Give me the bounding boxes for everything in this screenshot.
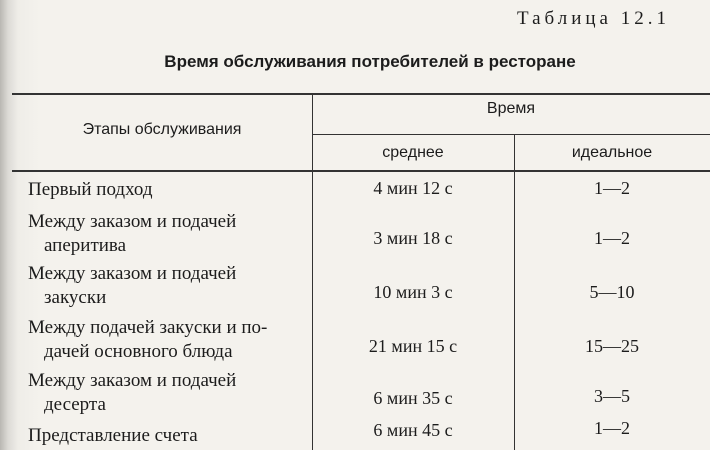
row-1-average: 4 мин 12 с — [373, 178, 453, 198]
row-3-stage-line-2: закуски — [44, 287, 107, 308]
row-3-stage — [28, 262, 236, 310]
row-2-stage-line-1: Между заказом и подачей — [28, 211, 237, 232]
row-4-average: 21 мин 15 с — [368, 336, 458, 356]
row-1-stage-line-1: Первый подход — [28, 179, 153, 200]
row-2-stage — [28, 210, 236, 258]
row-5-stage — [28, 369, 236, 417]
row-4-stage-line-1: Между подачей закуски и по- — [28, 317, 268, 338]
row-3-average: 10 мин 3 с — [373, 282, 453, 302]
row-5-ideal: 3—5 — [594, 386, 630, 406]
row-3-ideal: 5—10 — [589, 282, 635, 302]
row-1-ideal: 1—2 — [594, 178, 630, 198]
header-ideal: идеальное — [571, 144, 653, 161]
row-4-stage — [28, 316, 267, 364]
row-5-average: 6 мин 35 с — [373, 388, 453, 408]
row-1-stage — [28, 178, 153, 202]
table-number: Таблица 12.1 — [516, 8, 670, 29]
row-6-ideal: 1—2 — [594, 418, 630, 438]
row-4-ideal: 15—25 — [585, 336, 639, 356]
row-2-stage-line-2: аперитива — [44, 235, 127, 256]
row-6-stage — [28, 424, 198, 448]
header-bottom-rule — [12, 170, 710, 172]
row-4-stage-line-2: дачей основного блюда — [44, 341, 233, 362]
row-5-stage-line-2: десерта — [44, 394, 106, 415]
row-2-ideal: 1—2 — [594, 228, 630, 248]
row-6-stage-line-1: Представление счета — [28, 425, 198, 446]
row-6-average: 6 мин 45 с — [373, 420, 453, 440]
table-title: Время обслуживания потребителей в ресторане — [164, 52, 576, 71]
header-average: среднее — [382, 144, 444, 161]
row-2-average: 3 мин 18 с — [373, 228, 453, 248]
row-5-stage-line-1: Между заказом и подачей — [28, 370, 237, 391]
row-3-stage-line-1: Между заказом и подачей — [28, 263, 237, 284]
time-subheader-rule — [312, 134, 710, 135]
header-time: Время — [486, 100, 536, 117]
table-top-rule — [12, 93, 710, 95]
header-stages: Этапы обслуживания — [82, 121, 242, 138]
